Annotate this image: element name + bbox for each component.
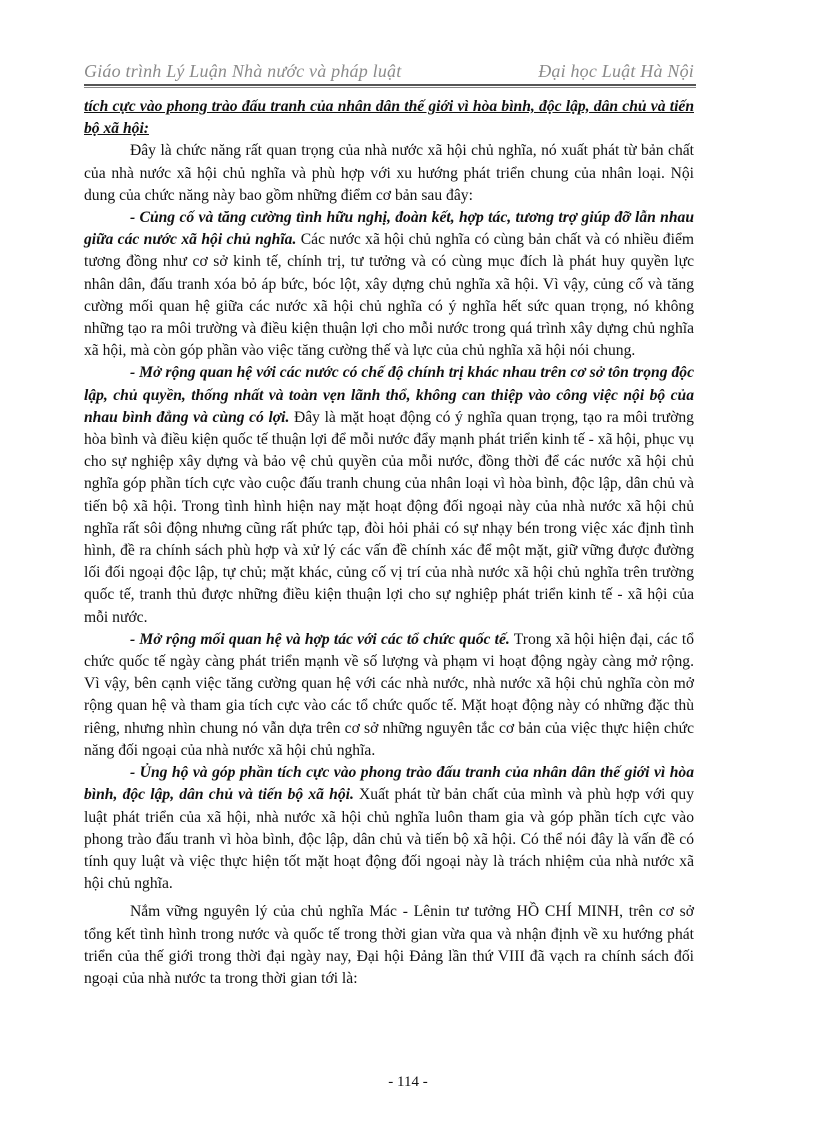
list-item — [84, 629, 694, 762]
item-lead: - Mở rộng quan hệ với các nước có chế độ chính trị khác nhau trên cơ sở tôn trọng độc lập, chủ quyền, thống nhất và toàn vẹn lãnh thổ, không can thiệp vào công việc nội bộ của nhau bình đẳng và cùng có lợi. — [84, 364, 694, 426]
list-item — [84, 762, 694, 895]
list-item — [84, 362, 694, 628]
page-header — [84, 52, 694, 82]
list-item — [84, 207, 694, 362]
item-body: Trong xã hội hiện đại, các tổ chức quốc tế ngày càng phát triển mạnh về số lượng và phạm vi hoạt động ngày càng mở rộng. Vì vậy, bên cạnh việc tăng cường quan hệ với các nhà nước, nhà nước xã hội chủ nghĩa còn mở rộng quan hệ và tham gia tích cực vào các tổ chức quốc tế. Mặt hoạt động này có những đặc thù riêng, nhưng nhìn chung nó vẫn dựa trên cơ sở những nguyên tắc cơ bản của việc thực hiện chức năng đối ngoại của nhà nước xã hội chủ nghĩa. — [84, 630, 695, 759]
item-body: Đây là mặt hoạt động có ý nghĩa quan trọng, tạo ra môi trường hòa bình và điều kiện quốc tế thuận lợi để mỗi nước đẩy mạnh phát triển kinh tế - xã hội, phục vụ cho sự nghiệp xây dựng và bảo vệ chủ quyền của mỗi nước, đồng thời để các nước xã hội chủ nghĩa góp phần tích cực vào cuộc đấu tranh chung của nhân loại vì hòa bình, độc lập, dân chủ và tiến bộ xã hội. Trong tình hình hiện nay mặt hoạt động đối ngoại này của nhà nước xã hội chủ nghĩa rất sôi động nhưng cũng rất phức tạp, đòi hỏi phải có sự nhạy bén trong việc xác định tình hình, đề ra chính sách phù hợp và xử lý các vấn đề chính xác để một mặt, giữ vững được đường lối đối ngoại độc lập, tự chủ; mặt khác, củng cố vị trí của nhà nước xã hội chủ nghĩa trên trường quốc tế, tranh thủ được những điều kiện thuận lợi cho sự nghiệp phát triển kinh tế - xã hội của mỗi nước. — [84, 408, 694, 626]
item-lead: - Củng cố và tăng cường tình hữu nghị, đoàn kết, hợp tác, tương trợ giúp đỡ lẫn nhau giữa các nước xã hội chủ nghĩa. — [84, 209, 694, 249]
item-body: Các nước xã hội chủ nghĩa có cùng bản chất và có nhiều điểm tương đồng như cơ sở kinh tế, chính trị, tư tưởng và có cùng mục đích là phát huy quyền lực nhân dân, đấu tranh xóa bỏ áp bức, bóc lột, xây dựng chủ nghĩa xã hội. Vì vậy, củng cố và tăng cường mối quan hệ giữa các nước xã hội chủ nghĩa có ý nghĩa hết sức quan trọng, nó không những tạo ra môi trường và điều kiện thuận lợi cho mỗi nước trong quá trình xây dựng chủ nghĩa xã hội, mà còn góp phần vào việc tăng cường thế và lực của chủ nghĩa xã hội nói chung. — [84, 231, 694, 360]
header-book-title: Giáo trình Lý Luận Nhà nước và pháp luật — [84, 61, 402, 81]
item-body: Xuất phát từ bản chất của mình và phù hợp với quy luật phát triển của xã hội, nhà nước xã hội chủ nghĩa luôn tham gia và góp phần tích cực vào phong trào đấu tranh vì hòa bình, độc lập, dân chủ và tiến bộ xã hội. Có thể nói đây là vấn đề có tính quy luật và việc thực hiện tốt mặt hoạt động đối ngoại này là trách nhiệm của nhà nước xã hội chủ nghĩa. — [84, 786, 694, 893]
page-body — [84, 96, 694, 990]
header-rule-thin — [84, 87, 696, 88]
item-lead: - Mở rộng mối quan hệ và hợp tác với các tổ chức quốc tế. — [130, 630, 510, 648]
intro-paragraph: Đây là chức năng rất quan trọng của nhà nước xã hội chủ nghĩa, nó xuất phát từ bản chất của nhà nước xã hội chủ nghĩa và phù hợp với xu hướng phát triển chung của nhân loại. Nội dung của chức năng này bao gồm những điểm cơ bản sau đây: — [84, 142, 694, 204]
page-number: - 114 - — [388, 1074, 428, 1090]
header-institution: Đại học Luật Hà Nội — [538, 61, 694, 81]
header-rule — [84, 84, 696, 86]
section-heading: tích cực vào phong trào đấu tranh của nhân dân thế giới vì hòa bình, độc lập, dân chủ và tiến bộ xã hội: — [84, 98, 694, 138]
item-lead: - Ủng hộ và góp phần tích cực vào phong trào đấu tranh của nhân dân thế giới vì hòa bình, độc lập, dân chủ và tiến bộ xã hội. — [84, 764, 694, 804]
closing-paragraph: Nắm vững nguyên lý của chủ nghĩa Mác - Lênin tư tưởng HỒ CHÍ MINH, trên cơ sở tổng kết tình hình trong nước và quốc tế trong thời gian vừa qua và nhận định về xu hướng phát triển của thế giới trong thời đại ngày nay, Đại hội Đảng lần thứ VIII đã vạch ra chính sách đối ngoại của nhà nước ta trong thời gian tới là: — [84, 903, 694, 987]
